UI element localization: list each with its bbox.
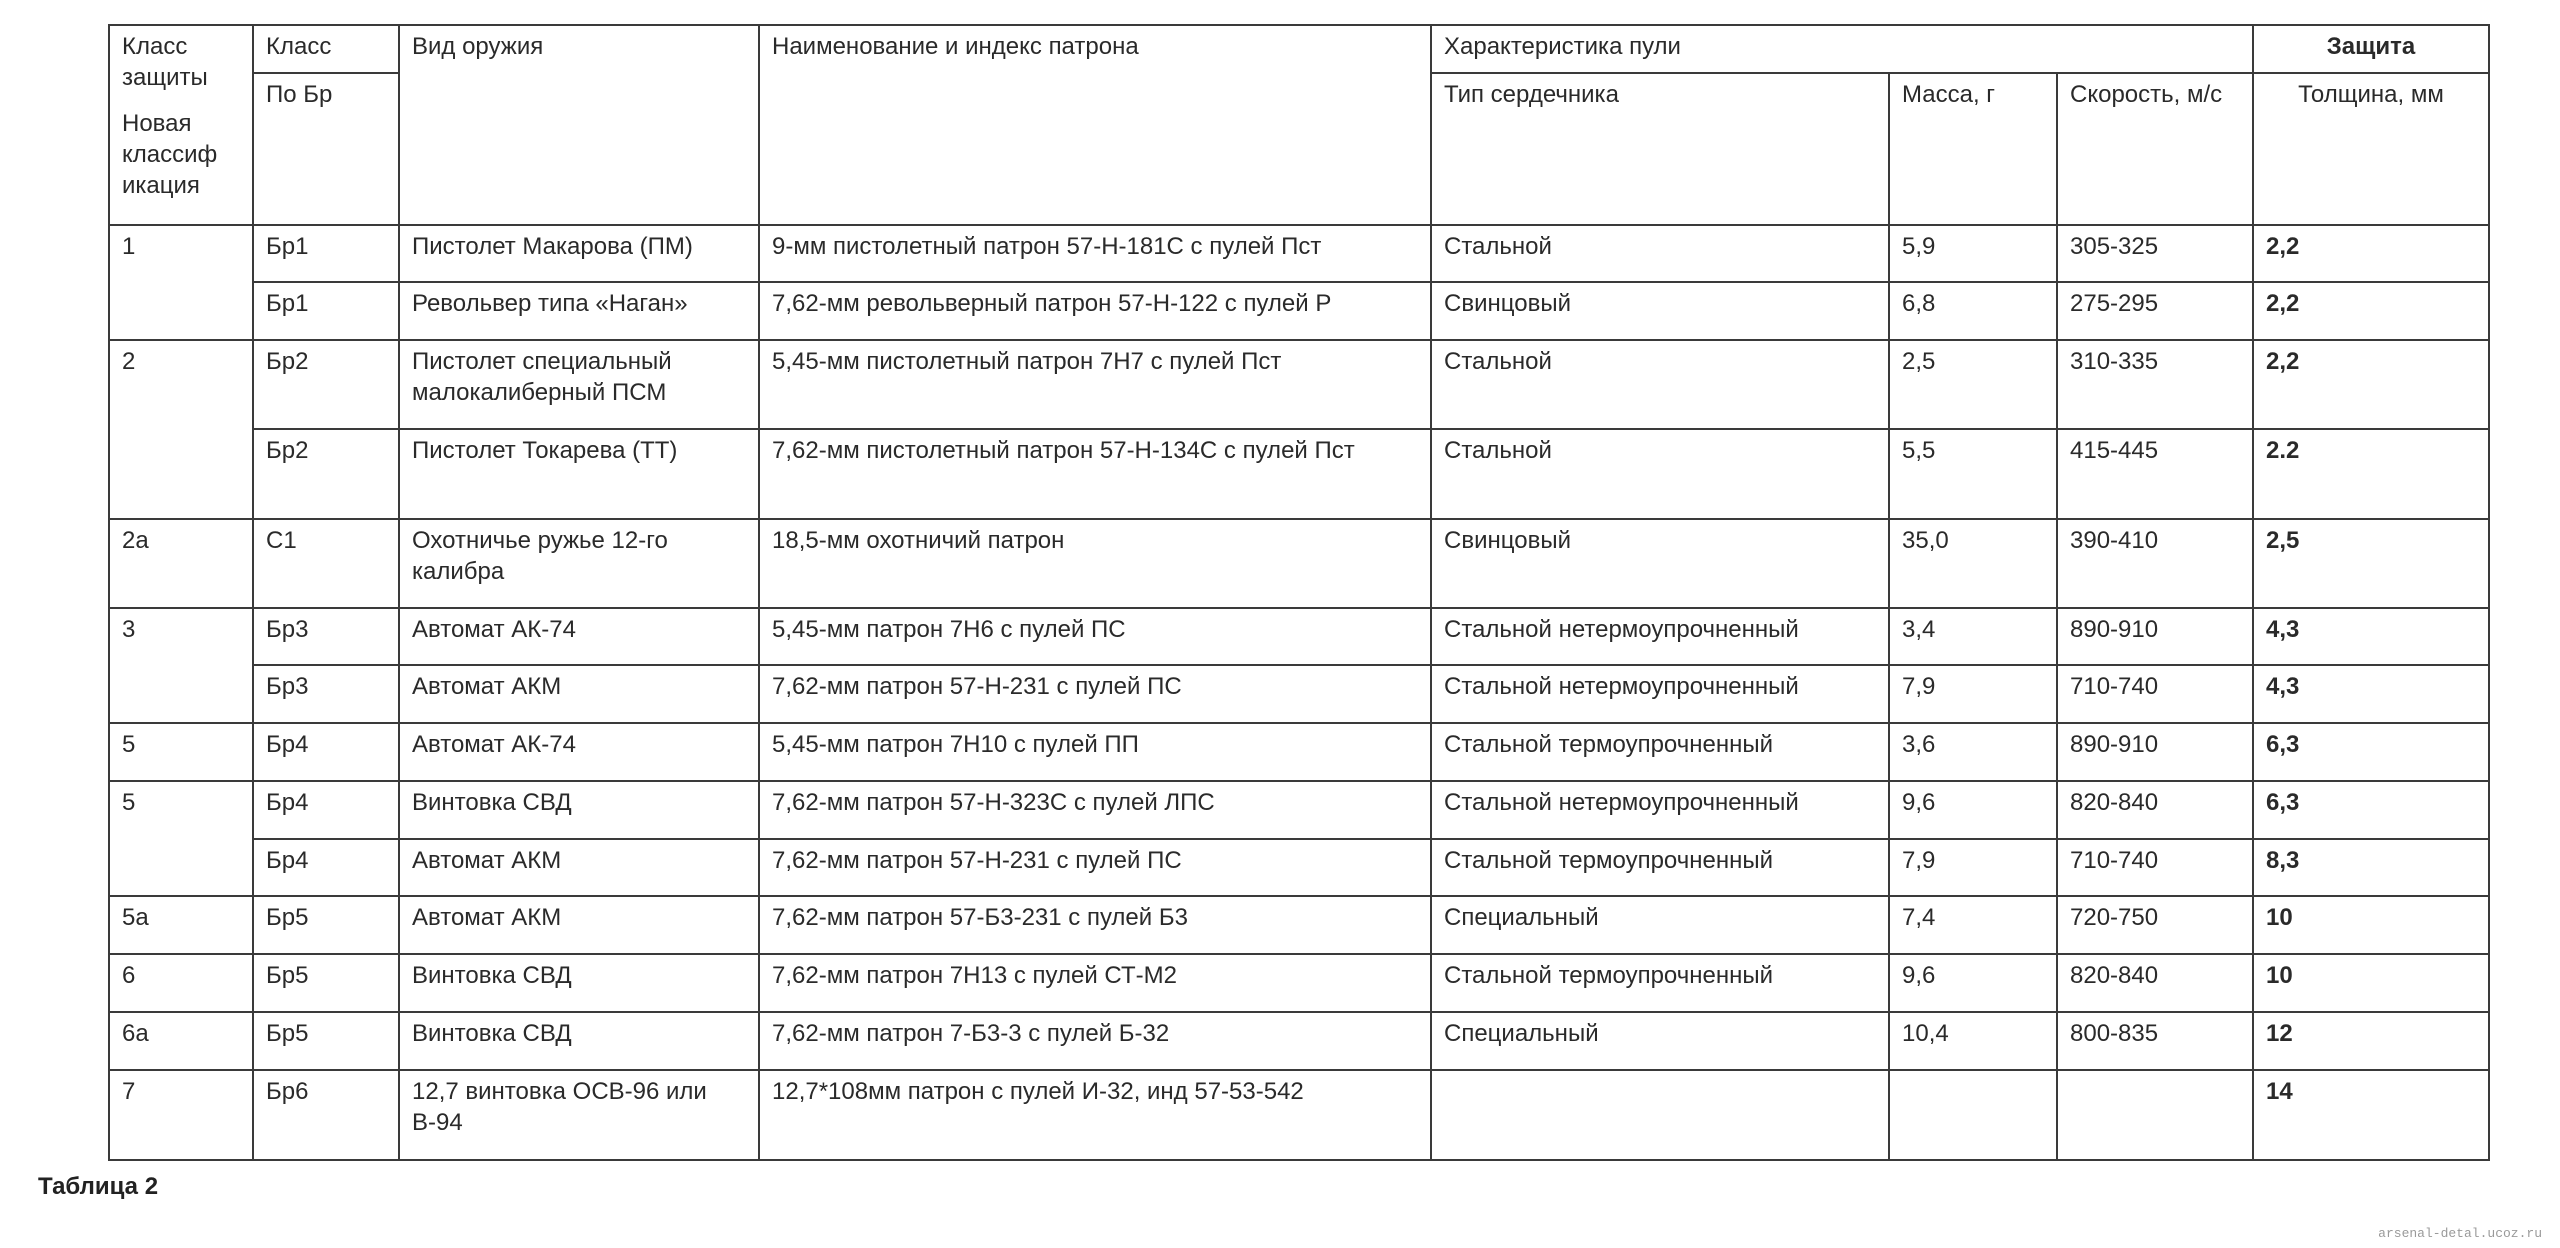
header-by-br: По Бр	[253, 73, 399, 225]
cell-weapon: Автомат АКМ	[399, 896, 759, 954]
cell-speed: 820-840	[2057, 954, 2253, 1012]
cell-br: Бр5	[253, 1012, 399, 1070]
cell-thickness: 12	[2253, 1012, 2489, 1070]
cell-cartridge: 7,62-мм патрон 7-Б3-3 с пулей Б-32	[759, 1012, 1431, 1070]
cell-class: 5а	[109, 896, 253, 954]
cell-thickness: 8,3	[2253, 839, 2489, 896]
table-row	[109, 954, 2489, 1012]
cell-cartridge: 5,45-мм патрон 7Н6 с пулей ПС	[759, 608, 1431, 665]
cell-core: Стальной нетермоупрочненный	[1431, 781, 1889, 839]
cell-core: Стальной термоупрочненный	[1431, 839, 1889, 896]
header-cartridge: Наименование и индекс патрона	[759, 25, 1431, 225]
cell-speed: 800-835	[2057, 1012, 2253, 1070]
table-row	[109, 781, 2489, 839]
cell-thickness: 4,3	[2253, 608, 2489, 665]
cell-thickness: 2,5	[2253, 519, 2489, 608]
header-bullet-characteristics: Характеристика пули	[1431, 25, 2253, 73]
table-row	[109, 282, 2489, 340]
cell-class: 2а	[109, 519, 253, 608]
cell-br: Бр4	[253, 723, 399, 781]
header-weapon: Вид оружия	[399, 25, 759, 225]
cell-mass: 2,5	[1889, 340, 2057, 429]
cell-thickness: 14	[2253, 1070, 2489, 1160]
header-class-br: Класс	[253, 25, 399, 73]
cell-mass: 7,9	[1889, 839, 2057, 896]
cell-class: 1	[109, 225, 253, 340]
cell-cartridge: 5,45-мм пистолетный патрон 7Н7 с пулей Пст	[759, 340, 1431, 429]
cell-thickness: 2,2	[2253, 282, 2489, 340]
cell-thickness: 6,3	[2253, 781, 2489, 839]
header-row-1	[109, 25, 2489, 73]
cell-mass	[1889, 1070, 2057, 1160]
cell-core: Стальной термоупрочненный	[1431, 723, 1889, 781]
cell-mass: 7,9	[1889, 665, 2057, 723]
cell-cartridge: 7,62-мм патрон 57-Н-323С с пулей ЛПС	[759, 781, 1431, 839]
cell-class: 6	[109, 954, 253, 1012]
cell-mass: 3,4	[1889, 608, 2057, 665]
cell-weapon: Винтовка СВД	[399, 781, 759, 839]
cell-weapon: Автомат АК-74	[399, 723, 759, 781]
cell-cartridge: 18,5-мм охотничий патрон	[759, 519, 1431, 608]
cell-thickness: 10	[2253, 896, 2489, 954]
cell-speed: 305-325	[2057, 225, 2253, 282]
cell-class: 2	[109, 340, 253, 519]
cell-weapon: Автомат АКМ	[399, 839, 759, 896]
cell-mass: 35,0	[1889, 519, 2057, 608]
cell-cartridge: 7,62-мм патрон 7Н13 с пулей СТ-М2	[759, 954, 1431, 1012]
cell-cartridge: 7,62-мм патрон 57-Б3-231 с пулей Б3	[759, 896, 1431, 954]
cell-cartridge: 9-мм пистолетный патрон 57-Н-181С с пулей Пст	[759, 225, 1431, 282]
cell-mass: 7,4	[1889, 896, 2057, 954]
cell-thickness: 2.2	[2253, 429, 2489, 519]
table-row	[109, 896, 2489, 954]
cell-br: Бр5	[253, 954, 399, 1012]
header-class-title: Класс защиты	[122, 33, 208, 91]
header-class-protection	[109, 25, 253, 225]
cell-br: Бр1	[253, 282, 399, 340]
cell-speed: 390-410	[2057, 519, 2253, 608]
cell-mass: 9,6	[1889, 781, 2057, 839]
cell-core: Свинцовый	[1431, 519, 1889, 608]
table-row	[109, 665, 2489, 723]
cell-cartridge: 7,62-мм револьверный патрон 57-Н-122 с пулей Р	[759, 282, 1431, 340]
cell-class: 6а	[109, 1012, 253, 1070]
cell-weapon: Пистолет Токарева (ТТ)	[399, 429, 759, 519]
cell-br: Бр2	[253, 429, 399, 519]
cell-mass: 10,4	[1889, 1012, 2057, 1070]
cell-core	[1431, 1070, 1889, 1160]
cell-class: 5	[109, 723, 253, 781]
cell-speed: 310-335	[2057, 340, 2253, 429]
armor-protection-table	[108, 24, 2490, 1161]
cell-weapon: Винтовка СВД	[399, 954, 759, 1012]
cell-br: Бр4	[253, 839, 399, 896]
cell-core: Стальной нетермоупрочненный	[1431, 665, 1889, 723]
cell-br: Бр2	[253, 340, 399, 429]
cell-speed: 275-295	[2057, 282, 2253, 340]
cell-speed: 415-445	[2057, 429, 2253, 519]
cell-thickness: 2,2	[2253, 225, 2489, 282]
cell-core: Стальной нетермоупрочненный	[1431, 608, 1889, 665]
cell-speed	[2057, 1070, 2253, 1160]
header-new-classification: Новая классиф икация	[122, 110, 218, 199]
cell-class: 7	[109, 1070, 253, 1160]
cell-weapon: Винтовка СВД	[399, 1012, 759, 1070]
cell-cartridge: 7,62-мм патрон 57-Н-231 с пулей ПС	[759, 839, 1431, 896]
cell-br: Бр5	[253, 896, 399, 954]
cell-core: Стальной термоупрочненный	[1431, 954, 1889, 1012]
header-speed: Скорость, м/с	[2057, 73, 2253, 225]
cell-core: Стальной	[1431, 429, 1889, 519]
cell-cartridge: 12,7*108мм патрон с пулей И-32, инд 57-53-542	[759, 1070, 1431, 1160]
watermark: arsenal-detal.ucoz.ru	[2378, 1226, 2542, 1241]
cell-thickness: 2,2	[2253, 340, 2489, 429]
header-protection: Защита	[2253, 25, 2489, 73]
cell-speed: 890-910	[2057, 608, 2253, 665]
cell-weapon: 12,7 винтовка ОСВ-96 или В-94	[399, 1070, 759, 1160]
table-row	[109, 839, 2489, 896]
cell-mass: 9,6	[1889, 954, 2057, 1012]
cell-br: Бр6	[253, 1070, 399, 1160]
cell-class: 3	[109, 608, 253, 723]
cell-core: Стальной	[1431, 225, 1889, 282]
table-row	[109, 723, 2489, 781]
cell-speed: 820-840	[2057, 781, 2253, 839]
table-row	[109, 519, 2489, 608]
cell-br: Бр4	[253, 781, 399, 839]
table-row	[109, 1012, 2489, 1070]
cell-mass: 5,9	[1889, 225, 2057, 282]
table-caption: Таблица 2	[38, 1173, 159, 1200]
cell-mass: 3,6	[1889, 723, 2057, 781]
cell-weapon: Револьвер типа «Наган»	[399, 282, 759, 340]
cell-mass: 5,5	[1889, 429, 2057, 519]
cell-core: Стальной	[1431, 340, 1889, 429]
table-row	[109, 340, 2489, 429]
cell-cartridge: 7,62-мм пистолетный патрон 57-Н-134С с пулей Пст	[759, 429, 1431, 519]
table-row	[109, 225, 2489, 282]
cell-speed: 710-740	[2057, 665, 2253, 723]
table-row	[109, 429, 2489, 519]
cell-core: Специальный	[1431, 896, 1889, 954]
cell-speed: 720-750	[2057, 896, 2253, 954]
cell-speed: 890-910	[2057, 723, 2253, 781]
cell-mass: 6,8	[1889, 282, 2057, 340]
cell-weapon: Пистолет специальный малокалиберный ПСМ	[399, 340, 759, 429]
cell-weapon: Автомат АКМ	[399, 665, 759, 723]
cell-class: 5	[109, 781, 253, 896]
table-row	[109, 1070, 2489, 1160]
cell-core: Специальный	[1431, 1012, 1889, 1070]
header-mass: Масса, г	[1889, 73, 2057, 225]
cell-weapon: Пистолет Макарова (ПМ)	[399, 225, 759, 282]
cell-speed: 710-740	[2057, 839, 2253, 896]
header-core-type: Тип сердечника	[1431, 73, 1889, 225]
cell-core: Свинцовый	[1431, 282, 1889, 340]
table-row	[109, 608, 2489, 665]
cell-thickness: 4,3	[2253, 665, 2489, 723]
cell-weapon: Охотничье ружье 12-го калибра	[399, 519, 759, 608]
cell-br: Бр1	[253, 225, 399, 282]
cell-thickness: 10	[2253, 954, 2489, 1012]
cell-thickness: 6,3	[2253, 723, 2489, 781]
cell-cartridge: 7,62-мм патрон 57-Н-231 с пулей ПС	[759, 665, 1431, 723]
cell-br: С1	[253, 519, 399, 608]
header-thickness: Толщина, мм	[2253, 73, 2489, 225]
cell-br: Бр3	[253, 665, 399, 723]
cell-cartridge: 5,45-мм патрон 7Н10 с пулей ПП	[759, 723, 1431, 781]
cell-weapon: Автомат АК-74	[399, 608, 759, 665]
cell-br: Бр3	[253, 608, 399, 665]
